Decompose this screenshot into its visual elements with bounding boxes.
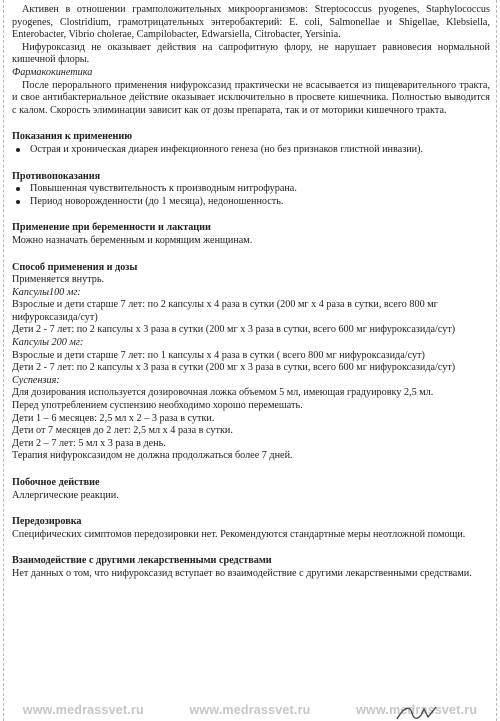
suspension-infant-dose: Дети 1 – 6 месяцев: 2,5 мл х 2 – 3 раза в сутки. xyxy=(12,412,215,424)
watermark-text: www.medrassvet.ru xyxy=(189,703,311,718)
watermark-text: www.medrassvet.ru xyxy=(22,703,144,718)
contraindications-list xyxy=(12,183,490,208)
suspension-spoon-text: Для дозирования используется дозировочная ложка объемом 5 мл, имеющая градуировку 2,5 мл. xyxy=(12,387,434,399)
list-item: Повышенная чувствительность к производным нитрофурана. xyxy=(12,183,490,196)
suspension-2-7y-dose: Дети 2 – 7 лет: 5 мл х 3 раза в день. xyxy=(12,437,166,449)
capsules-200-heading: Капсулы 200 мг: xyxy=(12,337,84,349)
suspension-shake-text: Перед употреблением суспензию необходимо хорошо перемешать. xyxy=(12,400,303,412)
pharmacokinetics-text: После перорального применения нифуроксазид практически не всасывается из пищеварительного тракта, и свое антибактериальное действие оказывает исключительно в просвете кишечника. Полностью выводится с калом. Скорость элиминации зависит как от дозы препарата, так и от моторики кишечного тракта. xyxy=(12,79,490,116)
indications-heading: Показания к применению xyxy=(12,131,133,143)
list-item: Острая и хроническая диарея инфекционного генеза (но без признаков глистной инвазии). xyxy=(12,144,490,157)
spectrum-paragraph: Активен в отношении грамположительных микроорганизмов: Streptococcus pyogenes, Staphylococcus pyogenes, Clostridium, грамотрицательных энтеробактерий: E. coli, Salmonellae и Shigellae, Klebsiella, Enterobacter, Vibrio cholerae, Campilobacter, Edwarsiella, Citrobacter, Yersinia. xyxy=(12,4,490,41)
overdose-text: Специфических симптомов передозировки нет. Рекомендуются стандартные меры неотложной помощи. xyxy=(12,528,466,540)
pregnancy-text: Можно назначать беременным и кормящим женщинам. xyxy=(12,234,253,246)
list-item: Период новорожденности (до 1 месяца), недоношенность. xyxy=(12,196,490,209)
signature-mark xyxy=(394,703,440,721)
contraindications-heading: Противопоказания xyxy=(12,170,101,182)
side-effects-heading: Побочное действие xyxy=(12,477,100,488)
pharmacokinetics-heading: Фармакокинетика xyxy=(12,66,93,78)
capsules-100-heading: Капсулы100 мг: xyxy=(12,286,81,298)
interactions-text: Нет данных о том, что нифуроксазид вступает во взаимодействие с другими лекарственными средствами. xyxy=(12,567,472,579)
suspension-heading: Суспензия: xyxy=(12,374,60,386)
dosage-route: Применяется внутрь. xyxy=(12,274,105,286)
capsules-200-adult-dose: Взрослые и дети старше 7 лет: по 1 капсулы х 4 раза в сутки ( всего 800 мг нифуроксазида/сут) xyxy=(12,349,425,361)
watermark-text: www.medrassvet.ru xyxy=(356,703,478,718)
flora-paragraph: Нифуроксазид не оказывает действия на сапрофитную флору, не нарушает равновесия нормальной кишечной флоры. xyxy=(12,41,490,66)
therapy-duration: Терапия нифуроксазидом не должна продолжаться более 7 дней. xyxy=(12,450,293,462)
pregnancy-heading: Применение при беременности и лактации xyxy=(12,222,211,234)
overdose-heading: Передозировка xyxy=(12,516,82,528)
capsules-200-child-dose: Дети 2 - 7 лет: по 2 капсулы х 3 раза в сутки (200 мг х 3 раза в сутки, всего 600 мг нифуроксазида/сут) xyxy=(12,362,456,374)
interactions-heading: Взаимодействие с другими лекарственными средствами xyxy=(12,555,272,567)
dosage-heading: Способ применения и дозы xyxy=(12,261,138,273)
side-effects-text: Аллергические реакции. xyxy=(12,489,119,501)
capsules-100-adult-dose: Взрослые и дети старше 7 лет: по 2 капсулы х 4 раза в сутки (200 мг х 4 раза в сутки, всего 800 мг нифуроксазида/сут) xyxy=(12,299,438,323)
indications-list xyxy=(12,144,490,157)
capsules-100-child-dose: Дети 2 - 7 лет: по 2 капсулы х 3 раза в сутки (200 мг х 3 раза в сутки, всего 600 мг нифуроксазида/сут) xyxy=(12,324,456,336)
suspension-7m-2y-dose: Дети от 7 месяцев до 2 лет: 2,5 мл х 4 раза в сутки. xyxy=(12,425,233,437)
